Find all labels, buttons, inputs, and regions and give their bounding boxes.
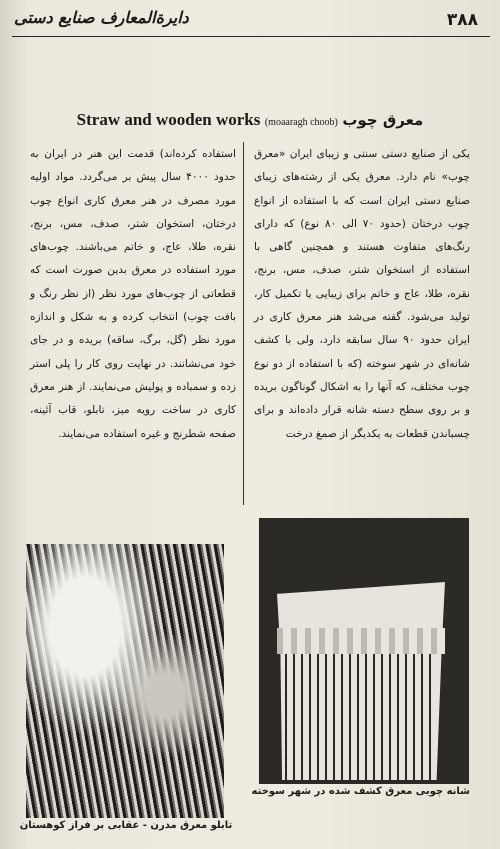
running-title: دایرةالمعارف صنایع دستی: [14, 8, 189, 27]
section-title-persian: معرق چوب: [342, 111, 424, 129]
eagle-inlay-caption: تابلو معرق مدرن - عقابی بر فراز کوهستان: [19, 820, 233, 831]
eagle-inlay-photo: [26, 544, 224, 818]
wooden-comb-photo: [259, 518, 469, 784]
comb-inlay-band: [277, 628, 445, 654]
header-rule: [12, 36, 490, 37]
comb-teeth: [285, 654, 435, 780]
column-divider: [243, 142, 244, 505]
body-column-right: یکی از صنایع دستی سنتی و زیبای ایران «معرق چوب» نام دارد. معرق یکی از رشته‌های زیبای صنایع دستی ایران است که با استفاده از انواع چوب درختان (حدود ۷۰ الی ۸۰ نوع) که دارای رنگ‌های متفاوت هستند و همچنین گاهی با استفاده از استخوان شتر، صدف، مس، برنج، نقره، طلا، عاج و خاتم برای زیبایی یا تکمیل کار، تولید می‌شود. گفته می‌شد هنر معرق کاری در ایران حدود ۹۰ سال سابقه دارد، ولی با کشف شانه‌ای در شهر سوخته (که با استفاده از دو نوع چوب مختلف، که آنها را به اشکال گوناگون بریده و بر روی سطح دسته شانه قرار داده‌اند و برای چسباندن قطعات به یکدیگر از صمغ درخت: [254, 148, 471, 440]
body-column-left: استفاده کرده‌اند) قدمت این هنر در ایران به حدود ۴۰۰۰ سال پیش بر می‌گردد. مواد اولیه مورد مصرف در هنر معرق کاری انواع چوب درختان، استخوان شتر، صدف، مس، برنج، نقره، طلا، عاج، و خاتم می‌باشند. چوب‌های مورد استفاده در معرق بدین صورت است که قطعاتی از چوب‌های مورد نظر (از نظر رنگ و بافت چوب) انتخاب کرده و به شکل و اندازه مورد نظر (گل، برگ، ساقه) بریده و در جای خود می‌نشانند. در نهایت روی کار را پلی استر زده و سمباده و پولیش می‌نمایند. از هنر معرق کاری در ساخت رویه میز، تابلو، قاب آئینه، صفحه شطرنج و غیره استفاده می‌نمایند.: [30, 148, 237, 440]
section-title-transliteration: (moaaragh choob): [264, 117, 338, 128]
section-heading: [0, 110, 500, 130]
section-title-english: Straw and wooden works: [76, 110, 261, 129]
page-number: ۳۸۸: [446, 10, 478, 30]
wooden-comb-caption: شانه چوبی معرق کشف شده در شهر سوخته: [251, 786, 470, 797]
